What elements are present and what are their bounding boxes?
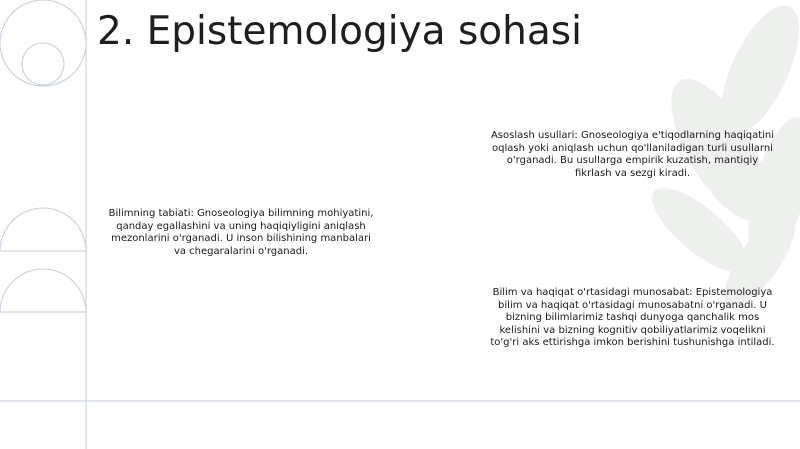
slide-title: 2. Epistemologiya sohasi: [97, 9, 582, 54]
text-block-justification-methods: Asoslash usullari: Gnoseologiya e'tiqodlarning haqiqatini oqlash yoki aniqlash uchun qo'llaniladigan turli usullarni o'rganadi. Bu usullarga empirik kuzatish, mantiqiy fikrlash va sezgi kiradi.: [490, 130, 775, 179]
text-block-knowledge-and-truth: Bilim va haqiqat o'rtasidagi munosabat: Epistemologiya bilim va haqiqat o'rtasidagi munosabatni o'rganadi. U bizning bilimlarimiz tashqi dunyoga qanchalik mos kelishini va bizning kognitiv qobiliyatlarimiz voqelikni to'g'ri aks ettirishga imkon berishini tushunishga intiladi.: [490, 287, 775, 348]
text-block-nature-of-knowledge: Bilimning tabiati: Gnoseologiya bilimning mohiyatini, qanday egallashini va uning haqiqiyligini aniqlash mezonlarini o'rganadi. U inson bilishining manbalari va chegaralarini o'rganadi.: [108, 208, 374, 257]
